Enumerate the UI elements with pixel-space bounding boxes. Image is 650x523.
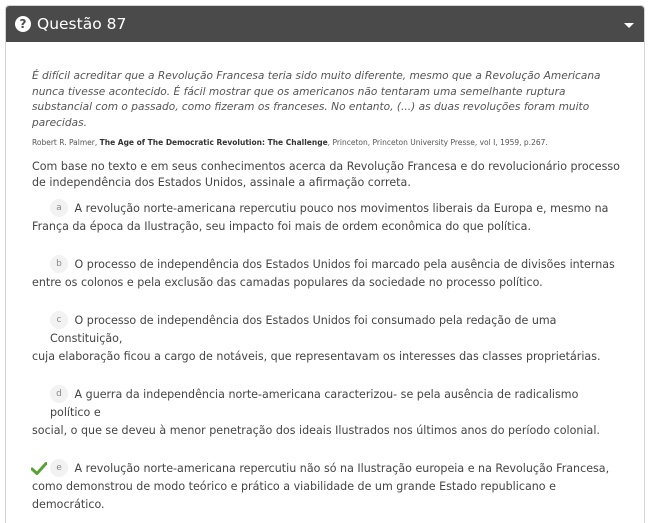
question-panel xyxy=(5,5,645,523)
option-text: A revolução norte-americana repercutiu não só na Ilustração europeia e na Revolução Francesa, xyxy=(74,462,610,476)
option-b[interactable] xyxy=(32,256,620,292)
option-text: O processo de independência dos Estados Unidos foi marcado pela ausência de divisões internas xyxy=(74,258,615,272)
option-text-cont: entre os colonos e pela exclusão das camadas populares da sociedade no processo político. xyxy=(32,276,543,290)
option-letter: c xyxy=(50,311,68,329)
answer-options xyxy=(32,200,620,514)
panel-header[interactable] xyxy=(6,6,644,42)
option-text-cont: social, o que se deveu à menor penetração dos ideais Ilustrados nos últimos anos do período colonial. xyxy=(32,424,600,438)
option-a[interactable] xyxy=(32,200,620,236)
option-text: A guerra da independência norte-americana caracterizou- se pela ausência de radicalismo político e xyxy=(50,388,579,420)
option-d[interactable] xyxy=(32,386,620,440)
check-icon xyxy=(31,462,47,475)
option-text-cont: como demonstrou de modo teórico e prático a viabilidade de um grande Estado republicano e xyxy=(32,480,556,494)
option-letter: b xyxy=(50,255,68,273)
question-title: Questão 87 xyxy=(37,15,127,33)
question-body xyxy=(6,42,644,514)
option-letter: d xyxy=(50,385,68,403)
citation-author: Robert R. Palmer, xyxy=(32,138,100,148)
quote-text: É difícil acreditar que a Revolução Francesa teria sido muito diferente, mesmo que a Revolução Americana nunca tivesse acontecido. É fácil mostrar que os americanos não tentaram uma semelhante ruptura substancial com o passado, como fizeram os franceses. No entanto, (...) as duas revoluções foram muito parecidas. xyxy=(32,70,601,129)
option-text: A revolução norte-americana repercutiu pouco nos movimentos liberais da Europa e, mesmo na xyxy=(74,202,609,216)
option-text-cont: cuja elaboração ficou a cargo de notáveis, que representavam os interesses das classes proprietárias. xyxy=(32,350,601,364)
option-e[interactable] xyxy=(32,460,620,514)
option-letter: e xyxy=(50,459,68,477)
citation xyxy=(32,137,620,148)
option-text-cont: França da época da Ilustração, seu impacto foi mais de ordem econômica do que política. xyxy=(32,220,531,234)
citation-work: The Age of The Democratic Revolution: The Challenge xyxy=(99,138,328,148)
citation-rest: , Princeton, Princeton University Presse, vol I, 1959, p.267. xyxy=(327,138,548,148)
question-stem: Com base no texto e em seus conhecimentos acerca da Revolução Francesa e do revolucionário processo de independência dos Estados Unidos, assinale a afirmação correta. xyxy=(32,160,620,190)
option-text-cont: democrático. xyxy=(32,498,105,512)
option-c[interactable] xyxy=(32,312,620,366)
option-letter: a xyxy=(50,199,68,217)
question-circle-icon: ? xyxy=(15,16,31,32)
option-text: O processo de independência dos Estados Unidos foi consumado pela redação de uma Constituição, xyxy=(50,314,557,346)
caret-down-icon[interactable] xyxy=(624,23,634,28)
